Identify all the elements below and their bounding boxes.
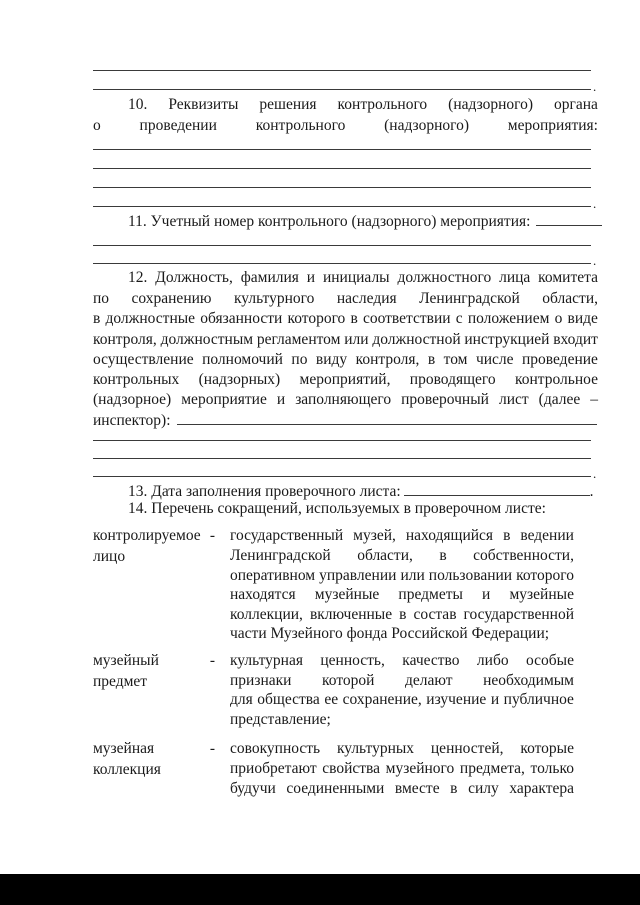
word: осуществление <box>93 351 194 368</box>
word: положением <box>467 310 550 327</box>
word: вместе <box>394 780 440 797</box>
section12-last-line: инспектор): <box>93 410 597 431</box>
line-end-dot: . <box>593 79 597 94</box>
word: должностным <box>160 331 254 348</box>
word: лица <box>499 269 531 286</box>
word: или <box>400 567 425 584</box>
word: признаки <box>230 672 292 689</box>
scan-bottom-border <box>0 874 640 905</box>
section12-line-6 <box>93 370 598 390</box>
word: Должность, <box>155 269 233 286</box>
word: только <box>530 760 574 777</box>
word: проведении <box>139 117 217 134</box>
word: том <box>443 351 468 368</box>
word: Реквизиты <box>168 96 239 113</box>
word: области, <box>357 547 413 564</box>
line-end-dot: . <box>593 253 597 268</box>
word: в <box>427 351 436 368</box>
word: ценностей, <box>430 740 504 757</box>
section10-line-2 <box>93 116 598 136</box>
word: особые <box>526 652 574 669</box>
word: проведение <box>521 351 598 368</box>
word: проводящего <box>409 371 496 388</box>
word: мероприятий, <box>299 371 391 388</box>
word: совокупность <box>230 740 321 757</box>
section11-label: 11. Учетный номер контрольного (надзорного) мероприятия: <box>128 211 602 232</box>
word: находящийся <box>405 527 494 544</box>
word: государственной <box>463 606 574 623</box>
word: в <box>93 310 101 327</box>
word: изучение <box>426 691 487 708</box>
term1-def-line-3 <box>230 566 574 586</box>
word: заполняющего <box>295 391 392 408</box>
word: пользовании <box>428 567 513 584</box>
word: музейные <box>314 586 380 603</box>
section12-line-4 <box>93 330 598 350</box>
word: приобретают <box>230 760 317 777</box>
word: находятся <box>230 586 296 603</box>
word: коллекции, <box>230 606 303 623</box>
term1-def-line-6: части Музейного фонда Российской Федерации; <box>230 625 550 642</box>
term1-def-line-2 <box>230 546 574 566</box>
term1-def-line-5 <box>230 605 574 625</box>
term2-def-line-2 <box>230 671 574 691</box>
word: лист <box>498 391 529 408</box>
section14-label: 14. Перечень сокращений, используемых в проверочном листе: <box>128 500 546 517</box>
word: (надзорных) <box>198 371 281 388</box>
word: государственный <box>230 527 344 544</box>
word: должностные <box>105 310 196 327</box>
word: предмета, <box>459 760 525 777</box>
word: входит <box>553 331 598 348</box>
term1-def-line-1 <box>230 526 574 546</box>
word: о <box>554 310 563 327</box>
blank-line <box>93 440 591 441</box>
word: о <box>93 117 101 134</box>
word: в <box>399 606 407 623</box>
term-controlled-person: контролируемое - лицо <box>93 527 215 565</box>
word: культурная <box>230 652 303 669</box>
word: будучи <box>230 780 276 797</box>
word: по <box>93 290 110 307</box>
blank-line <box>93 476 591 477</box>
word: музейного <box>385 760 455 777</box>
term2-def-line-1 <box>230 651 574 671</box>
word: которые <box>520 740 574 757</box>
word: области, <box>542 290 598 307</box>
word: по <box>291 351 308 368</box>
word: ведении <box>520 527 574 544</box>
term3-def-line-2 <box>230 759 574 779</box>
word: контрольного <box>255 117 346 134</box>
word: которого <box>516 567 574 584</box>
blank-line <box>93 206 591 207</box>
word: силу <box>468 780 499 797</box>
word: 10. <box>128 96 148 113</box>
word: мероприятие <box>181 391 267 408</box>
word: полномочий <box>202 351 283 368</box>
term2-def-line-3 <box>230 690 574 710</box>
word: или <box>344 331 369 348</box>
word: (надзорное) <box>93 391 172 408</box>
term-museum-collection: музейная - коллекция <box>93 740 215 778</box>
term2-def-line-4: представление; <box>230 711 331 728</box>
word: обязанности <box>200 310 283 327</box>
word: и <box>482 586 491 603</box>
word: музейные <box>509 586 574 603</box>
word: органа <box>554 96 598 113</box>
section12-line-5 <box>93 350 598 370</box>
word: – <box>590 391 598 408</box>
word: в <box>503 527 511 544</box>
word: контроля, <box>93 331 157 348</box>
word: 12. <box>128 269 148 286</box>
word: которого <box>287 310 346 327</box>
word: Ленинградской <box>230 547 331 564</box>
blank-line <box>93 149 591 150</box>
line-end-dot: . <box>593 196 597 211</box>
blank-line <box>93 168 591 169</box>
word: соединенными <box>286 780 385 797</box>
blank-line <box>93 89 591 90</box>
word: музей, <box>353 527 396 544</box>
blank-line <box>93 245 591 246</box>
word: сохранение, <box>342 691 422 708</box>
word: комитета <box>538 269 598 286</box>
term1-def-line-4 <box>230 585 574 605</box>
section13-label: 13. Дата заполнения проверочного листа: . <box>128 483 594 500</box>
word: должностной <box>372 331 461 348</box>
word: включенные <box>309 606 393 623</box>
word: решения <box>259 96 317 113</box>
word: качество <box>402 652 460 669</box>
word: контрольное <box>514 371 598 388</box>
word: инициалы <box>322 269 390 286</box>
word: для <box>230 691 253 708</box>
word: и <box>306 269 316 286</box>
word: регламентом <box>256 331 341 348</box>
blank-line <box>93 263 591 264</box>
word: культурных <box>336 740 415 757</box>
word: виде <box>567 310 598 327</box>
blank-line <box>93 70 591 71</box>
word: необходимым <box>483 672 574 689</box>
word: наследия <box>336 290 397 307</box>
blank-line <box>93 187 591 188</box>
term3-def-line-1 <box>230 739 574 759</box>
word: оперативном <box>230 567 316 584</box>
word: проверочный <box>401 391 489 408</box>
word: в <box>450 780 458 797</box>
word: в <box>350 310 358 327</box>
word: инструкцией <box>464 331 550 348</box>
word: предметы <box>398 586 463 603</box>
word: соответствии <box>362 310 451 327</box>
section10-line-1 <box>128 95 598 115</box>
word: контрольных <box>93 371 180 388</box>
section12-line-7 <box>93 390 598 410</box>
word: ценность, <box>320 652 385 669</box>
word: публичное <box>503 691 574 708</box>
word: контроля, <box>355 351 420 368</box>
word: состав <box>413 606 457 623</box>
word: и <box>490 691 500 708</box>
word: делают <box>405 672 453 689</box>
word: ее <box>324 691 339 708</box>
section12-line-3 <box>93 309 598 329</box>
word: свойства <box>322 760 381 777</box>
word: виду <box>315 351 348 368</box>
word: общества <box>257 691 320 708</box>
blank-line <box>93 458 591 459</box>
word: должностного <box>397 269 492 286</box>
line-end-dot: . <box>593 466 597 481</box>
section12-line-2 <box>93 289 598 309</box>
word: сохранению <box>131 290 212 307</box>
word: культурного <box>233 290 315 307</box>
word: (надзорного) <box>384 117 469 134</box>
word: управлении <box>319 567 397 584</box>
term-museum-item: музейный - предмет <box>93 652 215 690</box>
word: (далее <box>538 391 581 408</box>
word: либо <box>476 652 509 669</box>
term3-def-line-3 <box>230 779 574 799</box>
word: и <box>276 391 286 408</box>
word: мероприятия: <box>507 117 598 134</box>
word: характера <box>509 780 574 797</box>
word: с <box>455 310 463 327</box>
word: которой <box>322 672 375 689</box>
word: фамилия <box>240 269 299 286</box>
word: контрольного <box>337 96 428 113</box>
word: Ленинградской <box>419 290 520 307</box>
word: числе <box>475 351 514 368</box>
word: (надзорного) <box>448 96 534 113</box>
section12-line-1 <box>128 268 598 288</box>
word: собственности, <box>473 547 574 564</box>
word: в <box>439 547 447 564</box>
